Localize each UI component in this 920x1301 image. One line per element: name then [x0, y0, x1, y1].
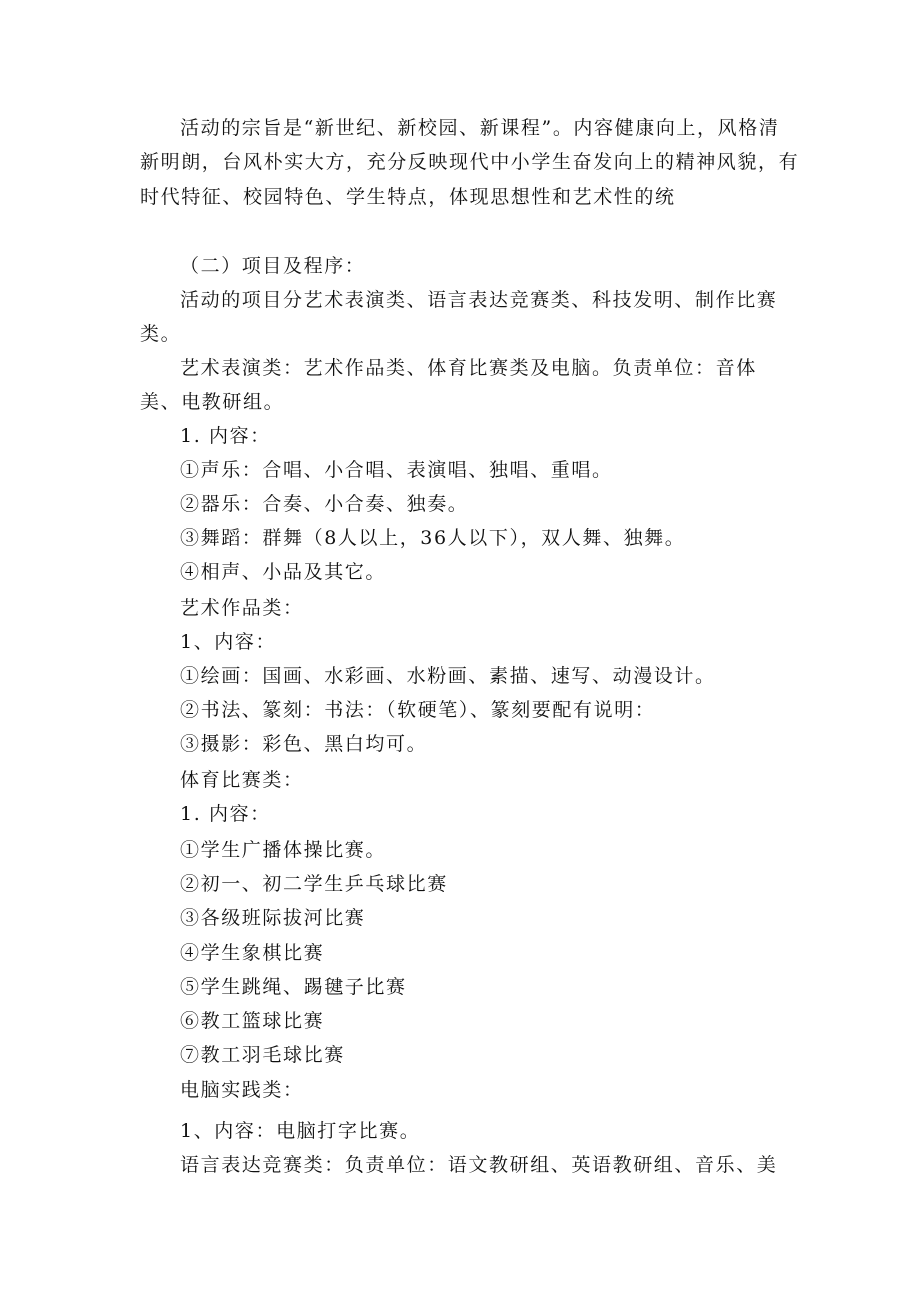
projects-line-1: 活动的项目分艺术表演类、语言表达竞赛类、科技发明、制作比赛 — [180, 289, 778, 311]
performance-line-1: 艺术表演类：艺术作品类、体育比赛类及电脑。负责单位：音体 — [180, 357, 757, 379]
intro-line-2: 新明朗，台风朴实大方，充分反映现代中小学生奋发向上的精神风貌，有 — [140, 151, 800, 173]
artworks-item-2: ②书法、篆刻：书法：（软硬笔）、篆刻要配有说明： — [180, 699, 656, 721]
sports-item-1: ①学生广播体操比赛。 — [180, 839, 387, 861]
section-heading: （二）项目及程序： — [180, 255, 366, 277]
performance-item-3: ③舞蹈：群舞（8人以上，36人以下），双人舞、独舞。 — [180, 527, 686, 549]
sports-item-2: ②初一、初二学生乒乓球比赛 — [180, 873, 448, 895]
computer-content: 1、内容：电脑打字比赛。 — [180, 1120, 421, 1142]
performance-item-4: ④相声、小品及其它。 — [180, 561, 387, 583]
computer-heading: 电脑实践类： — [180, 1079, 304, 1101]
intro-line-3: 时代特征、校园特色、学生特点，体现思想性和艺术性的统 — [140, 186, 676, 208]
projects-line-2: 类。 — [140, 323, 182, 345]
performance-line-2: 美、电教研组。 — [140, 391, 285, 413]
sports-item-7: ⑦教工羽毛球比赛 — [180, 1044, 345, 1066]
sports-item-6: ⑥教工篮球比赛 — [180, 1010, 325, 1032]
performance-content-label: 1. 内容： — [180, 425, 271, 447]
sports-item-4: ④学生象棋比赛 — [180, 942, 325, 964]
performance-item-2: ②器乐：合奏、小合奏、独奏。 — [180, 493, 469, 515]
artworks-item-3: ③摄影：彩色、黑白均可。 — [180, 733, 428, 755]
performance-item-1: ①声乐：合唱、小合唱、表演唱、独唱、重唱。 — [180, 459, 613, 481]
artworks-item-1: ①绘画：国画、水彩画、水粉画、素描、速写、动漫设计。 — [180, 665, 716, 687]
sports-content-label: 1. 内容： — [180, 803, 271, 825]
artworks-content-label: 1、内容： — [180, 631, 277, 653]
sports-item-5: ⑤学生跳绳、踢毽子比赛 — [180, 976, 407, 998]
sports-item-3: ③各级班际拔河比赛 — [180, 907, 366, 929]
intro-line-1: 活动的宗旨是“新世纪、新校园、新课程”。内容健康向上，风格清 — [180, 117, 780, 139]
language-competition-line: 语言表达竞赛类：负责单位：语文教研组、英语教研组、音乐、美 — [180, 1154, 778, 1176]
sports-heading: 体育比赛类： — [180, 769, 304, 791]
artworks-heading: 艺术作品类： — [180, 597, 304, 619]
